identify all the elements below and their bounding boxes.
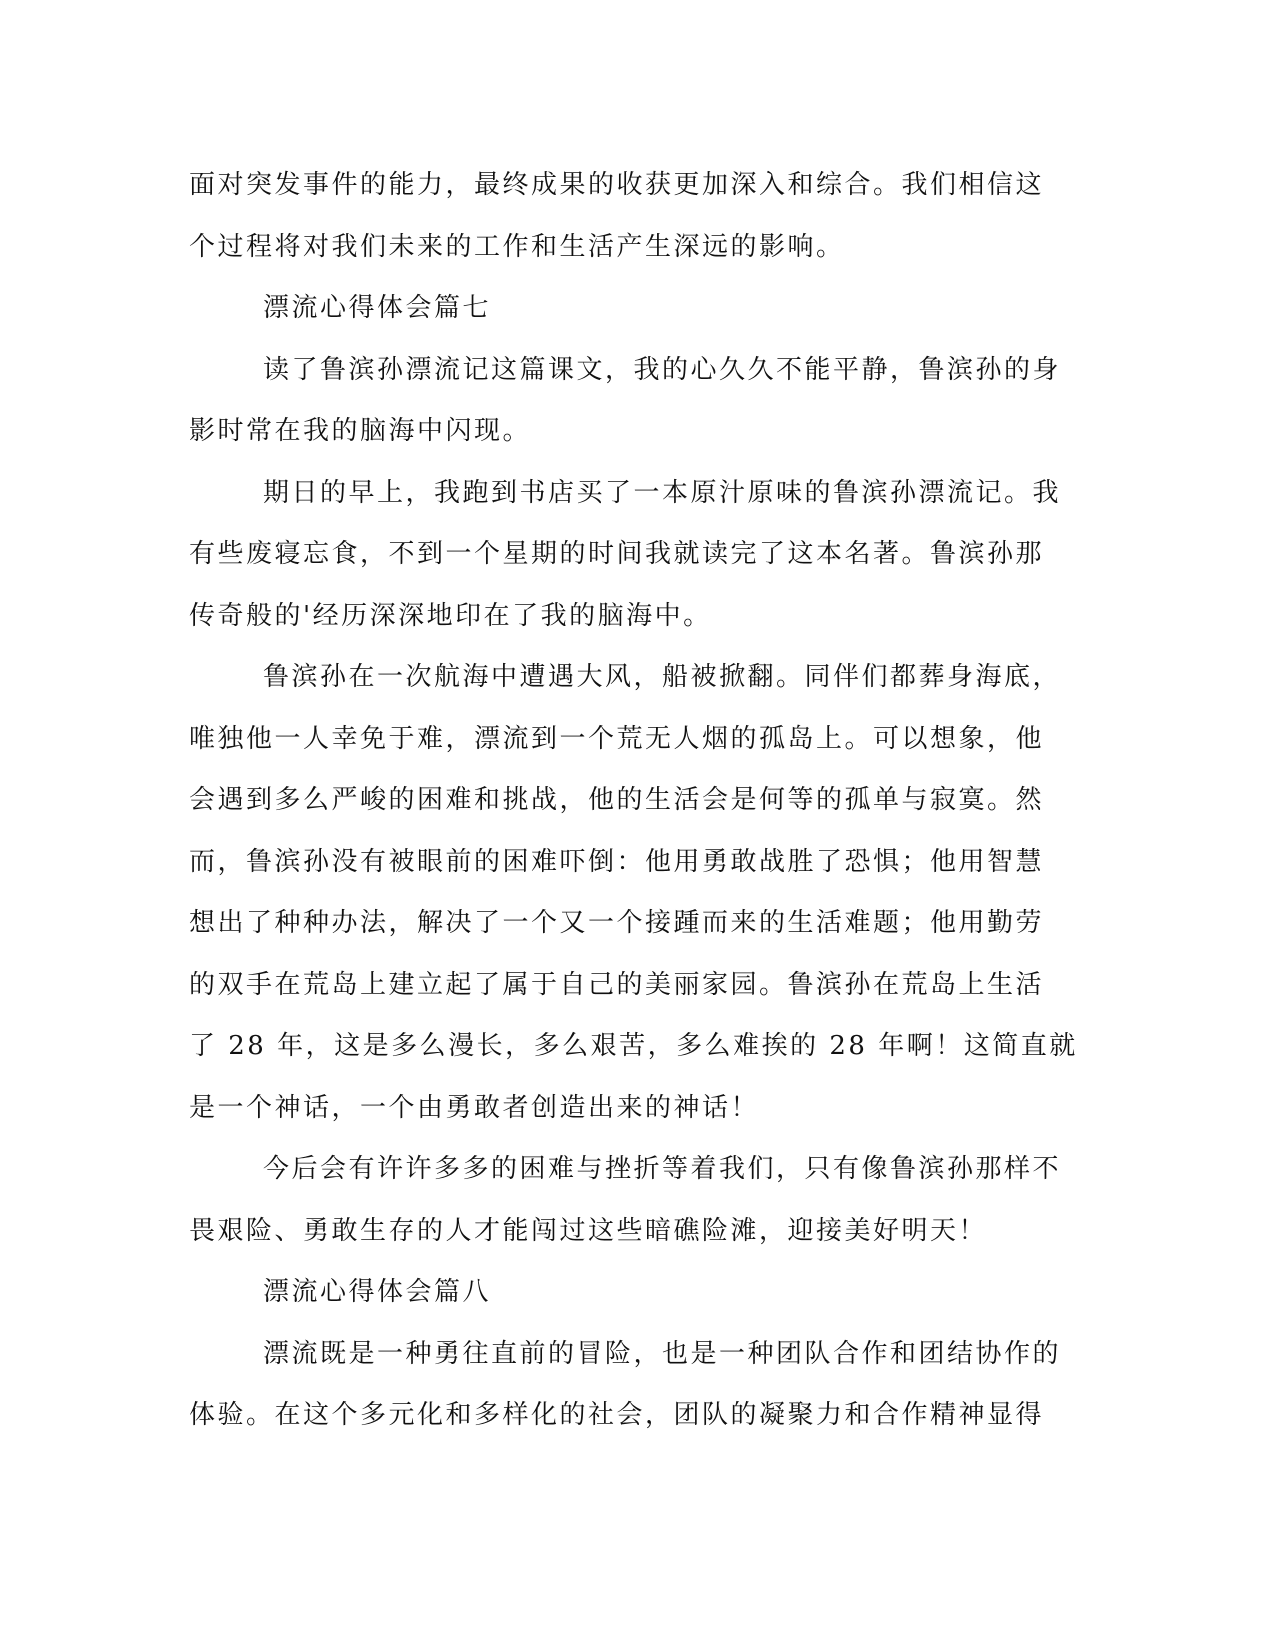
text-line: 面对突发事件的能力，最终成果的收获更加深入和综合。我们相信这 [189,170,1045,200]
section-heading: 漂流心得体会篇七 [263,293,492,323]
text-line: 畏艰险、勇敢生存的人才能闯过这些暗礁险滩，迎接美好明天！ [189,1215,988,1246]
text-line: 会遇到多么严峻的困难和挑战，他的生活会是何等的孤单与寂寞。然 [189,785,1045,815]
text-line: 而，鲁滨孙没有被眼前的困难吓倒：他用勇敢战胜了恐惧；他用智慧 [189,846,1045,877]
text-line: 传奇般的'经历深深地印在了我的脑海中。 [189,600,712,631]
text-line: 有些废寝忘食，不到一个星期的时间我就读完了这本名著。鲁滨孙那 [189,539,1045,569]
text-line: 体验。在这个多元化和多样化的社会，团队的凝聚力和合作精神显得 [189,1400,1045,1430]
document-body [189,155,1089,1447]
paragraph-start: 今后会有许许多多的困难与挫折等着我们，只有像鲁滨孙那样不 [263,1154,1062,1184]
paragraph-start: 读了鲁滨孙漂流记这篇课文，我的心久久不能平静，鲁滨孙的身 [263,354,1062,385]
text-line: 个过程将对我们未来的工作和生活产生深远的影响。 [189,231,845,262]
paragraph-start: 鲁滨孙在一次航海中遭遇大风，船被掀翻。同伴们都葬身海底， [263,662,1062,692]
text-line: 的双手在荒岛上建立起了属于自己的美丽家园。鲁滨孙在荒岛上生活 [189,969,1045,1000]
paragraph-start: 期日的早上，我跑到书店买了一本原汁原味的鲁滨孙漂流记。我 [263,477,1062,508]
text-line: 想出了种种办法，解决了一个又一个接踵而来的生活难题；他用勤劳 [189,908,1045,938]
text-line: 是一个神话，一个由勇敢者创造出来的神话！ [189,1092,760,1123]
text-line: 了 28 年，这是多么漫长，多么艰苦，多么难挨的 28 年啊！这简直就 [189,1031,1078,1061]
text-line: 唯独他一人幸免于难，漂流到一个荒无人烟的孤岛上。可以想象，他 [189,723,1045,754]
paragraph-start: 漂流既是一种勇往直前的冒险，也是一种团队合作和团结协作的 [263,1338,1062,1369]
section-heading: 漂流心得体会篇八 [263,1277,492,1307]
text-line: 影时常在我的脑海中闪现。 [189,416,532,446]
